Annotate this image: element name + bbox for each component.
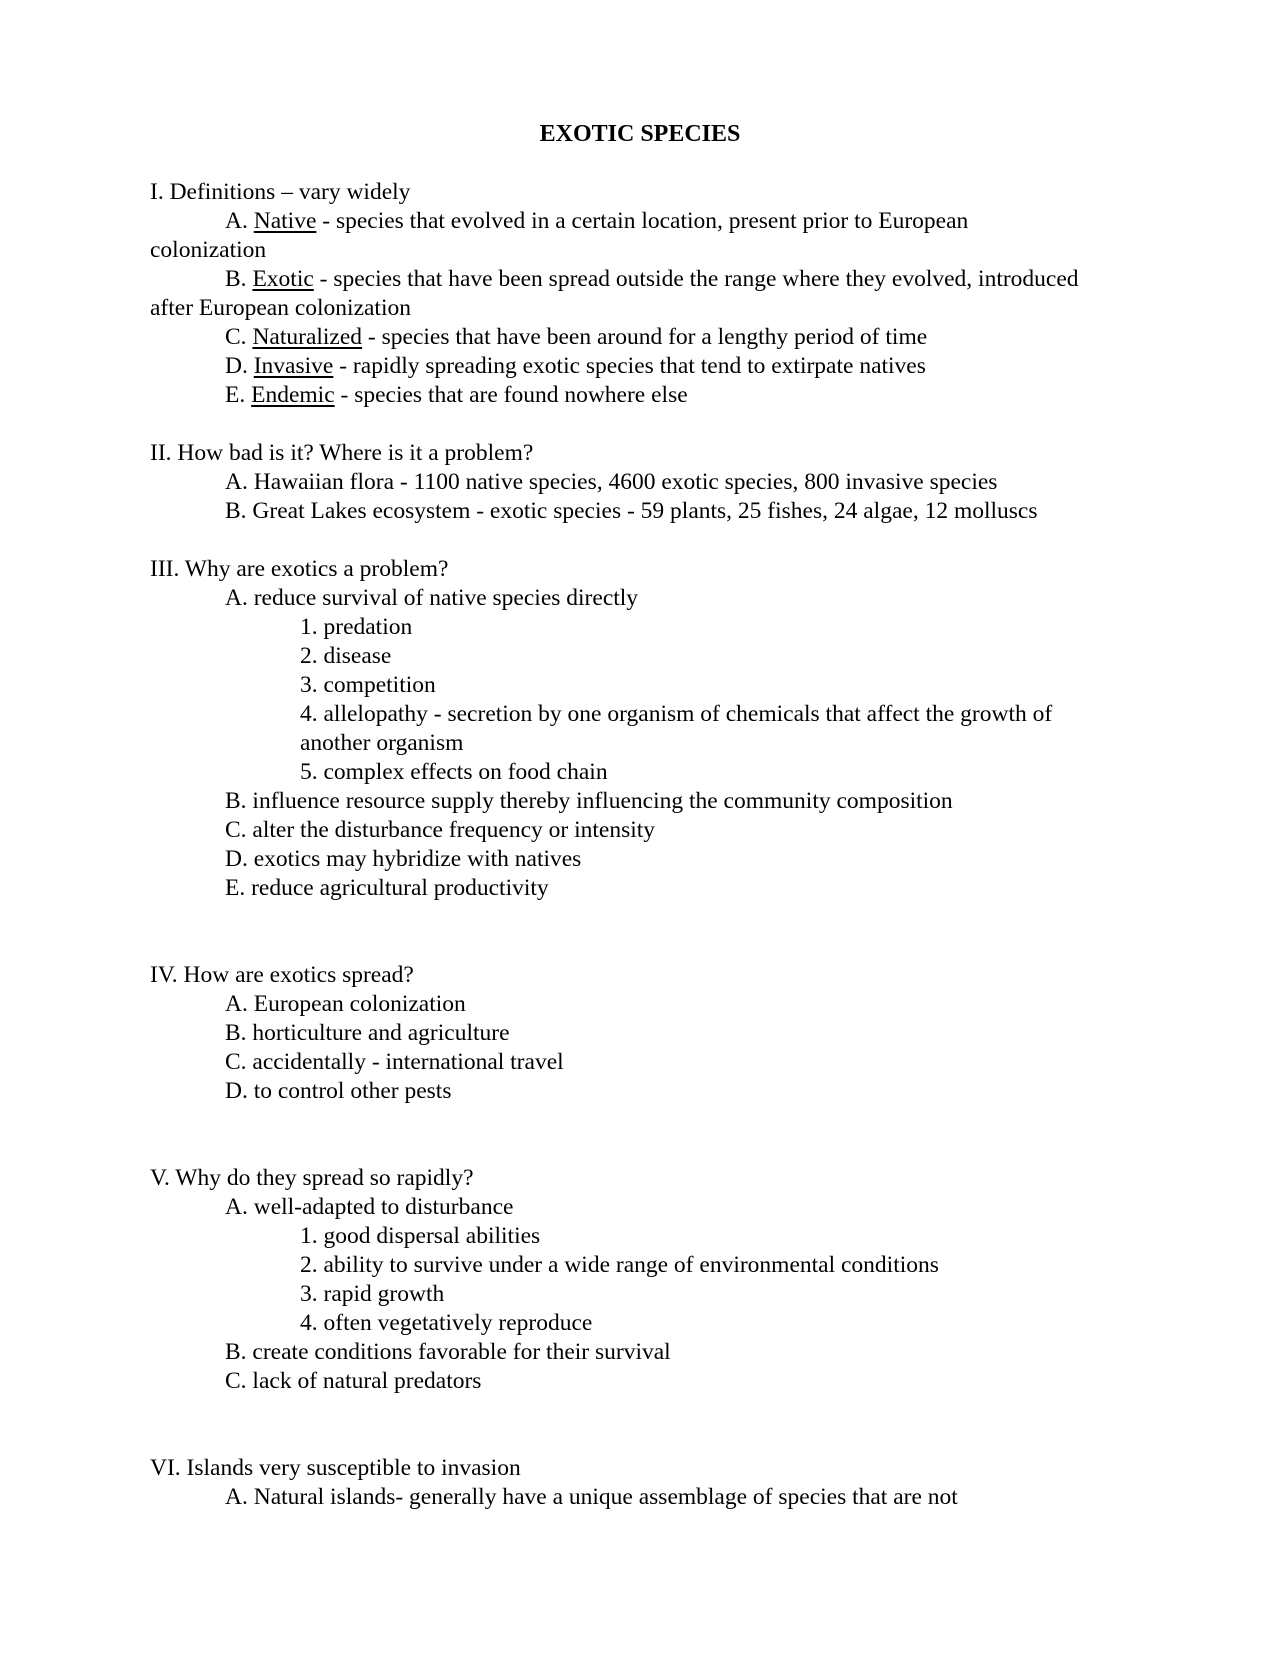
item-prefix: B.: [225, 266, 253, 292]
list-item: A. Hawaiian flora - 1100 native species, 4600 exotic species, 800 invasive species: [225, 469, 998, 495]
section-1-heading: I. Definitions – vary widely: [150, 179, 411, 205]
list-item: C. accidentally - international travel: [225, 1049, 564, 1075]
list-item: B. Great Lakes ecosystem - exotic species - 59 plants, 25 fishes, 24 algae, 12 molluscs: [225, 498, 1038, 524]
term-endemic: Endemic: [251, 382, 335, 408]
definition-exotic: [150, 265, 1150, 294]
list-item: D. exotics may hybridize with natives: [225, 846, 582, 872]
section-3-heading: III. Why are exotics a problem?: [150, 556, 449, 582]
document-title: EXOTIC SPECIES: [539, 121, 741, 147]
term-naturalized: Naturalized: [252, 324, 363, 350]
section-4-heading: IV. How are exotics spread?: [150, 962, 414, 988]
sub-list-item: 3. rapid growth: [300, 1281, 445, 1307]
definition-endemic: [150, 381, 1150, 410]
definition-text: - species that are found nowhere else: [334, 382, 688, 408]
list-item: D. to control other pests: [225, 1078, 452, 1104]
list-item: E. reduce agricultural productivity: [225, 875, 549, 901]
item-prefix: A.: [225, 208, 254, 234]
definition-invasive: [150, 352, 1150, 381]
item-prefix: D.: [225, 353, 254, 379]
definition-text: - species that have been around for a lengthy period of time: [362, 324, 928, 350]
list-item: A. reduce survival of native species directly: [225, 585, 639, 611]
sub-list-item: 2. ability to survive under a wide range of environmental conditions: [300, 1252, 939, 1278]
sub-list-item-continued: another organism: [300, 730, 464, 756]
list-item: A. Natural islands- generally have a unique assemblage of species that are not: [225, 1484, 958, 1510]
term-native: Native: [253, 208, 317, 234]
term-exotic: Exotic: [252, 266, 314, 292]
sub-list-item: 4. allelopathy - secretion by one organism of chemicals that affect the growth of: [300, 701, 1053, 727]
document-body: [150, 178, 1150, 1512]
section-6-heading: VI. Islands very susceptible to invasion: [150, 1455, 521, 1481]
list-item: B. influence resource supply thereby influencing the community composition: [225, 788, 953, 814]
list-item: C. lack of natural predators: [225, 1368, 482, 1394]
section-2-heading: II. How bad is it? Where is it a problem?: [150, 440, 534, 466]
list-item: A. well-adapted to disturbance: [225, 1194, 514, 1220]
section-5-heading: V. Why do they spread so rapidly?: [150, 1165, 474, 1191]
definition-exotic-continued: after European colonization: [150, 295, 411, 321]
definition-native: [150, 207, 1150, 236]
list-item: B. create conditions favorable for their survival: [225, 1339, 671, 1365]
sub-list-item: 4. often vegetatively reproduce: [300, 1310, 593, 1336]
item-prefix: E.: [225, 382, 252, 408]
sub-list-item: 5. complex effects on food chain: [300, 759, 608, 785]
definition-text: - rapidly spreading exotic species that tend to extirpate natives: [333, 353, 926, 379]
item-prefix: C.: [225, 324, 253, 350]
definition-naturalized: [150, 323, 1150, 352]
sub-list-item: 1. predation: [300, 614, 413, 640]
list-item: C. alter the disturbance frequency or intensity: [225, 817, 656, 843]
sub-list-item: 1. good dispersal abilities: [300, 1223, 541, 1249]
definition-native-continued: colonization: [150, 237, 267, 263]
list-item: B. horticulture and agriculture: [225, 1020, 510, 1046]
definition-text: - species that have been spread outside the range where they evolved, introduced: [313, 266, 1079, 292]
term-invasive: Invasive: [253, 353, 334, 379]
list-item: A. European colonization: [225, 991, 466, 1017]
sub-list-item: 2. disease: [300, 643, 392, 669]
definition-text: - species that evolved in a certain location, present prior to European: [316, 208, 969, 234]
sub-list-item: 3. competition: [300, 672, 436, 698]
